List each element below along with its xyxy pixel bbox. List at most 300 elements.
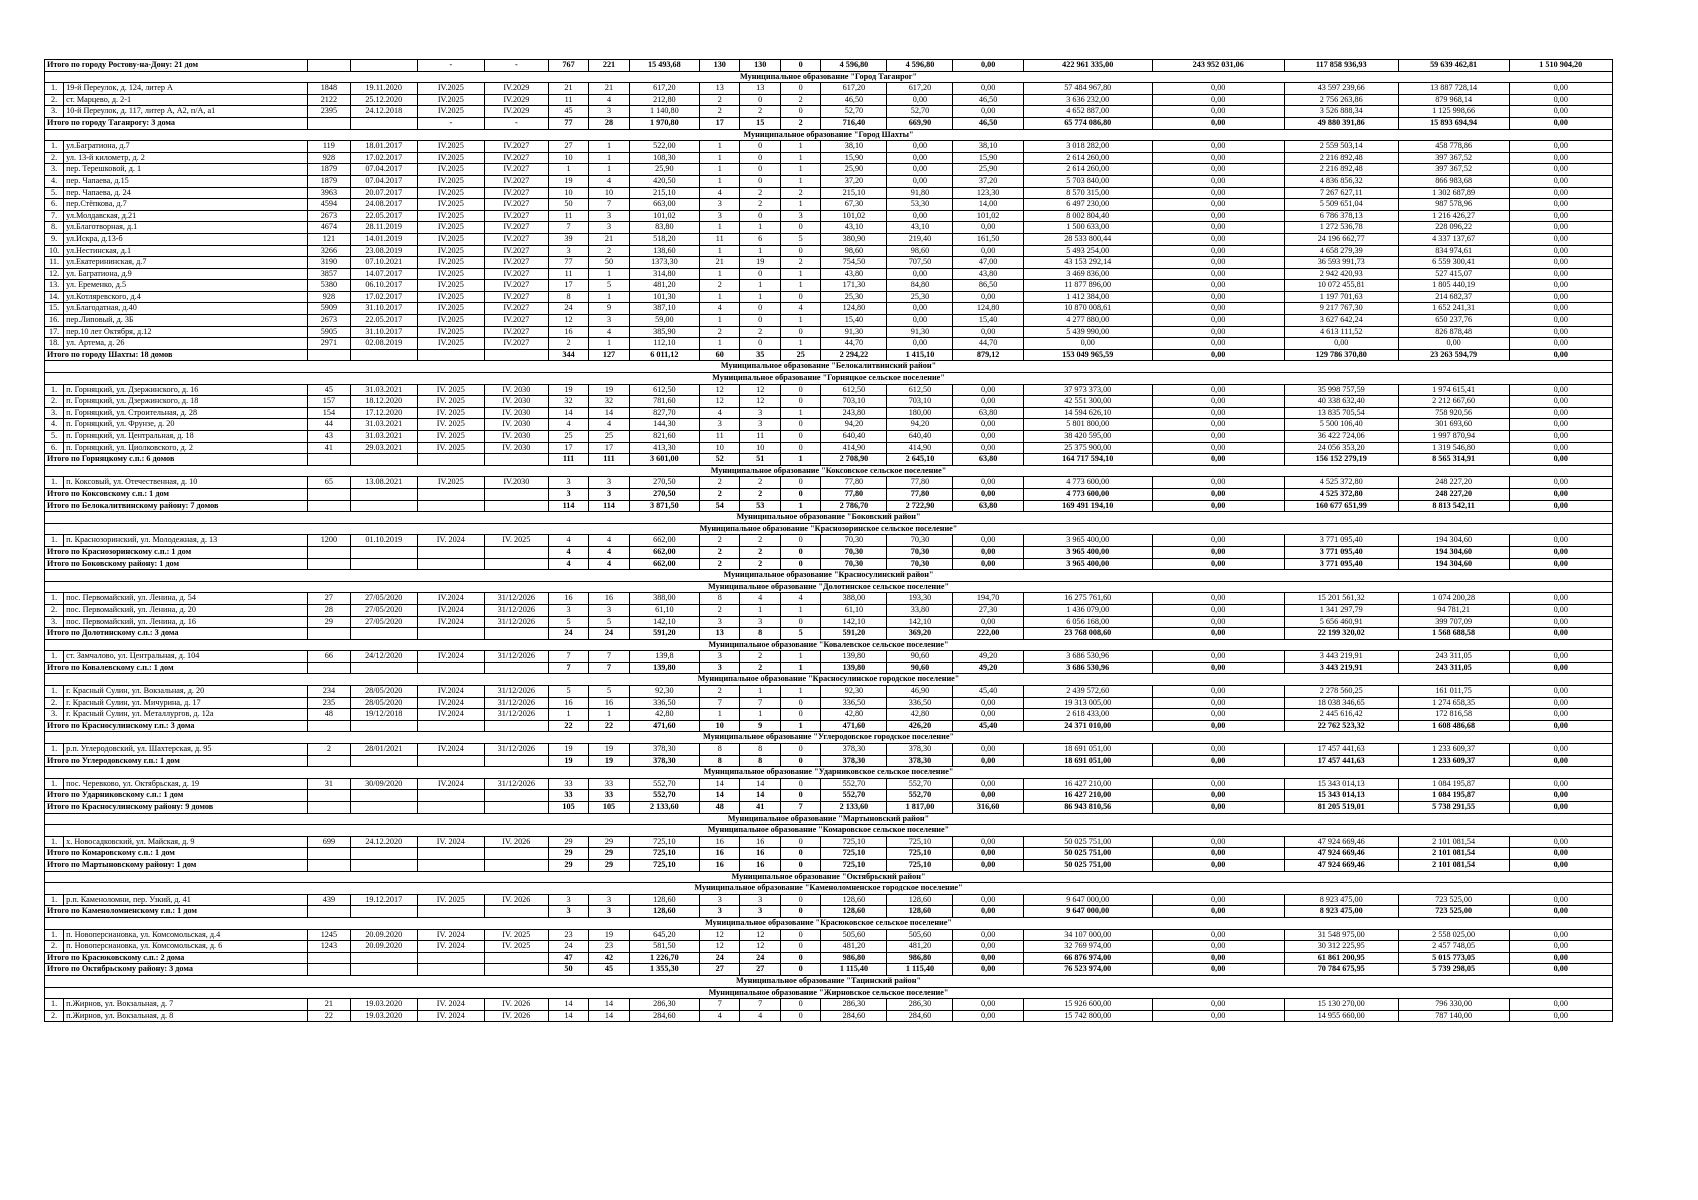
data-cell: IV.2027	[484, 164, 548, 176]
total-cell: 24	[740, 952, 780, 964]
total-cell	[308, 500, 351, 512]
data-cell: 36 593 991,73	[1284, 257, 1398, 269]
data-cell: 0,00	[1509, 929, 1613, 941]
total-cell: 33	[589, 790, 629, 802]
total-cell: 49,20	[953, 662, 1023, 674]
total-cell: 3 771 095,40	[1284, 558, 1398, 570]
data-cell: IV.2027	[484, 280, 548, 292]
data-cell: 5	[548, 686, 588, 698]
data-cell: IV.2025	[417, 164, 484, 176]
data-cell: IV. 2025	[417, 396, 484, 408]
data-cell: 3 018 282,00	[1023, 141, 1152, 153]
data-cell: 12	[700, 929, 740, 941]
data-cell: 1848	[308, 83, 351, 95]
row-number: 1.	[45, 999, 64, 1011]
address-cell: ул.Багратиона, д.7	[64, 141, 308, 153]
data-cell: 32 769 974,00	[1023, 941, 1152, 953]
section-title: Муниципальное образование "Город Шахты"	[45, 129, 1613, 141]
data-cell: 142,10	[629, 616, 699, 628]
data-cell: IV.2025	[417, 152, 484, 164]
address-cell: ул.Искра, д.13-б	[64, 233, 308, 245]
total-cell	[484, 558, 548, 570]
data-cell: 10	[548, 152, 588, 164]
section-title: Муниципальное образование "Тацинский район"	[45, 975, 1613, 987]
total-cell	[350, 628, 417, 640]
total-cell: 3	[548, 906, 588, 918]
data-cell: 4	[740, 593, 780, 605]
data-cell: 0	[780, 1010, 820, 1022]
total-cell: 128,60	[629, 906, 699, 918]
data-cell: 0,00	[953, 941, 1023, 953]
total-cell: 29	[548, 848, 588, 860]
total-cell: 0,00	[1152, 349, 1284, 361]
total-cell	[417, 790, 484, 802]
table-row	[45, 222, 1613, 234]
data-cell: 25	[548, 431, 588, 443]
total-cell: 2 786,70	[821, 500, 887, 512]
data-cell: 1245	[308, 929, 351, 941]
data-cell: 826 878,48	[1398, 326, 1509, 338]
row-number: 1.	[45, 744, 64, 756]
address-cell: п. Новоперсиановка, ул. Комсомольская, д. 6	[64, 941, 308, 953]
row-number: 6.	[45, 442, 64, 454]
total-cell	[484, 755, 548, 767]
data-cell: 43,10	[887, 222, 953, 234]
total-cell: 0,00	[1152, 790, 1284, 802]
data-cell: 33	[589, 778, 629, 790]
row-number: 13.	[45, 280, 64, 292]
data-cell: 10	[548, 187, 588, 199]
total-cell: 1 568 688,58	[1398, 628, 1509, 640]
resettlement-table	[44, 59, 1613, 1022]
data-cell: 144,30	[629, 419, 699, 431]
total-cell	[484, 720, 548, 732]
total-cell	[484, 349, 548, 361]
data-cell: 17	[589, 442, 629, 454]
data-cell: 3963	[308, 187, 351, 199]
total-label: Итого по Белокалитвинскому району: 7 домов	[45, 500, 308, 512]
table-row	[45, 477, 1613, 489]
total-cell: 0,00	[1509, 500, 1613, 512]
data-cell: IV.2027	[484, 326, 548, 338]
data-cell: 4	[589, 535, 629, 547]
total-cell	[417, 802, 484, 814]
data-cell: 286,30	[887, 999, 953, 1011]
data-cell: 0,00	[1152, 616, 1284, 628]
data-cell: 3	[589, 106, 629, 118]
data-cell: 4 773 600,00	[1023, 477, 1152, 489]
total-cell: 117 858 936,93	[1284, 60, 1398, 72]
data-cell: 5 439 990,00	[1023, 326, 1152, 338]
data-cell: 0,00	[1152, 941, 1284, 953]
total-cell: 8 565 314,91	[1398, 454, 1509, 466]
data-cell: 15,90	[953, 152, 1023, 164]
row-number: 3.	[45, 106, 64, 118]
data-cell: 12	[700, 396, 740, 408]
table-row	[45, 199, 1613, 211]
data-cell: IV.2024	[417, 744, 484, 756]
data-cell: 25,90	[629, 164, 699, 176]
data-cell: 98,60	[887, 245, 953, 257]
total-cell: 0,00	[953, 755, 1023, 767]
data-cell: 5 500 106,40	[1284, 419, 1398, 431]
data-cell: 1	[700, 291, 740, 303]
data-cell: 4 525 372,80	[1284, 477, 1398, 489]
data-cell: 0,00	[1509, 999, 1613, 1011]
data-cell: 270,50	[629, 477, 699, 489]
data-cell: 01.10.2019	[350, 535, 417, 547]
data-cell: 25	[589, 431, 629, 443]
data-cell: 0,00	[887, 94, 953, 106]
total-row	[45, 790, 1613, 802]
total-cell: 270,50	[629, 488, 699, 500]
data-cell: 2	[740, 477, 780, 489]
data-cell: 5 493 254,00	[1023, 245, 1152, 257]
address-cell: ул. Багратиона, д.9	[64, 268, 308, 280]
data-cell: IV.2025	[417, 291, 484, 303]
data-cell: IV. 2024	[417, 929, 484, 941]
total-cell: 0,00	[1152, 546, 1284, 558]
total-row	[45, 848, 1613, 860]
data-cell: 32	[589, 396, 629, 408]
data-cell: 2	[780, 187, 820, 199]
total-cell: 0,00	[1509, 964, 1613, 976]
data-cell: 0,00	[1509, 836, 1613, 848]
total-cell: 8	[740, 755, 780, 767]
data-cell: 0,00	[1152, 315, 1284, 327]
data-cell: 0,00	[1509, 233, 1613, 245]
data-cell: 18.12.2020	[350, 396, 417, 408]
data-cell: IV.2024	[417, 604, 484, 616]
data-cell: 48	[308, 709, 351, 721]
data-cell: 25,90	[953, 164, 1023, 176]
data-cell: 31/12/2026	[484, 686, 548, 698]
data-cell: 33,80	[887, 604, 953, 616]
data-cell: 07.10.2021	[350, 257, 417, 269]
total-cell: 51	[740, 454, 780, 466]
data-cell: 0,00	[1152, 778, 1284, 790]
table-row	[45, 431, 1613, 443]
data-cell: 16 275 761,60	[1023, 593, 1152, 605]
data-cell: 0,00	[1509, 442, 1613, 454]
data-cell: 228 096,22	[1398, 222, 1509, 234]
total-cell	[484, 546, 548, 558]
total-cell: 552,70	[629, 790, 699, 802]
data-cell: 0	[780, 697, 820, 709]
total-cell: 70 784 675,95	[1284, 964, 1398, 976]
total-cell: 0,00	[1152, 720, 1284, 732]
total-cell: 3 871,50	[629, 500, 699, 512]
data-cell: 2	[700, 106, 740, 118]
data-cell: 25,90	[821, 164, 887, 176]
data-cell: 0,00	[1152, 396, 1284, 408]
total-cell	[484, 628, 548, 640]
data-cell: 44	[308, 419, 351, 431]
data-cell: 0	[740, 164, 780, 176]
total-cell: 24	[548, 628, 588, 640]
total-cell: 1 226,70	[629, 952, 699, 964]
data-cell: 0,00	[1152, 83, 1284, 95]
data-cell: 0,00	[1509, 83, 1613, 95]
data-cell: 1	[780, 651, 820, 663]
data-cell: 24	[548, 303, 588, 315]
data-cell: 0	[780, 709, 820, 721]
total-cell: 194 304,60	[1398, 558, 1509, 570]
total-cell: 369,20	[887, 628, 953, 640]
total-cell: 22 199 320,02	[1284, 628, 1398, 640]
data-cell: 28 533 800,44	[1023, 233, 1152, 245]
data-cell: 50	[589, 257, 629, 269]
data-cell: IV.2025	[417, 338, 484, 350]
data-cell: 1	[780, 315, 820, 327]
total-cell: 24 371 010,00	[1023, 720, 1152, 732]
data-cell: 378,30	[821, 744, 887, 756]
total-cell: 0,00	[1509, 454, 1613, 466]
data-cell: 154	[308, 407, 351, 419]
data-cell: 0,00	[1509, 419, 1613, 431]
row-number: 7.	[45, 210, 64, 222]
total-cell	[308, 628, 351, 640]
data-cell: 0,00	[953, 709, 1023, 721]
total-cell: 160 677 651,99	[1284, 500, 1398, 512]
data-cell: IV.2025	[417, 245, 484, 257]
data-cell: 0,00	[1509, 280, 1613, 292]
data-cell: 378,30	[887, 744, 953, 756]
data-cell: 70,30	[821, 535, 887, 547]
data-cell: 139,8	[629, 651, 699, 663]
row-number: 3.	[45, 709, 64, 721]
total-cell	[484, 859, 548, 871]
data-cell: 42,80	[887, 709, 953, 721]
section-header-row	[45, 813, 1613, 825]
total-cell: 3 965 400,00	[1023, 546, 1152, 558]
data-cell: 21	[589, 83, 629, 95]
data-cell: 1	[740, 222, 780, 234]
data-cell: 2	[740, 651, 780, 663]
data-cell: 14	[548, 407, 588, 419]
total-cell	[350, 952, 417, 964]
data-cell: 0,00	[1152, 187, 1284, 199]
total-cell: 105	[589, 802, 629, 814]
total-cell: 4 773 600,00	[1023, 488, 1152, 500]
data-cell: 0,00	[887, 303, 953, 315]
data-cell: 124,80	[953, 303, 1023, 315]
data-cell: 4 836 856,32	[1284, 175, 1398, 187]
address-cell: пер. Чапаева, д.15	[64, 175, 308, 187]
data-cell: 0,00	[953, 222, 1023, 234]
address-cell: г. Красный Сулин, ул. Мичурина, д. 17	[64, 697, 308, 709]
total-cell: 4	[589, 558, 629, 570]
data-cell: 4	[780, 303, 820, 315]
total-label: Итого по Долотинскому с.п.: 3 дома	[45, 628, 308, 640]
data-cell: 1	[740, 280, 780, 292]
data-cell: 0,00	[953, 83, 1023, 95]
total-cell	[308, 117, 351, 129]
data-cell: 98,60	[821, 245, 887, 257]
total-label: Итого по Красносулинскому району: 9 домов	[45, 802, 308, 814]
data-cell: 2 439 572,60	[1023, 686, 1152, 698]
data-cell: 314,80	[629, 268, 699, 280]
data-cell: 928	[308, 152, 351, 164]
total-label: Итого по Каменоломненскому г.п.: 1 дом	[45, 906, 308, 918]
data-cell: IV. 2024	[417, 535, 484, 547]
data-cell: 0,00	[1152, 338, 1284, 350]
total-cell: 70,30	[821, 546, 887, 558]
data-cell: 723 525,00	[1398, 894, 1509, 906]
data-cell: 13 835 705,54	[1284, 407, 1398, 419]
data-cell: 5 656 460,91	[1284, 616, 1398, 628]
data-cell: 0	[740, 268, 780, 280]
data-cell: 31.03.2021	[350, 431, 417, 443]
data-cell: 1	[700, 222, 740, 234]
row-number: 1.	[45, 384, 64, 396]
data-cell: 28/01/2021	[350, 744, 417, 756]
data-cell: IV.2025	[417, 257, 484, 269]
total-cell: 0	[780, 546, 820, 558]
total-cell: 15 343 014,13	[1284, 790, 1398, 802]
table-row	[45, 291, 1613, 303]
total-cell: 2 294,22	[821, 349, 887, 361]
data-cell: 0	[780, 384, 820, 396]
total-cell: 723 525,00	[1398, 906, 1509, 918]
row-number: 2.	[45, 604, 64, 616]
data-cell: 42,80	[821, 709, 887, 721]
table-row	[45, 326, 1613, 338]
data-cell: 1	[700, 164, 740, 176]
total-cell	[350, 755, 417, 767]
data-cell: 2 942 420,93	[1284, 268, 1398, 280]
data-cell: 1	[700, 152, 740, 164]
data-cell: 1	[740, 604, 780, 616]
data-cell: 119	[308, 141, 351, 153]
table-row	[45, 894, 1613, 906]
data-cell: 21	[700, 257, 740, 269]
data-cell: 15 742 800,00	[1023, 1010, 1152, 1022]
address-cell: ул. 13-й километр, д. 2	[64, 152, 308, 164]
total-label: Итого по Ударниковскому с.п.: 1 дом	[45, 790, 308, 802]
data-cell: 61,10	[629, 604, 699, 616]
data-cell: 31/12/2026	[484, 744, 548, 756]
table-row	[45, 187, 1613, 199]
table-row	[45, 94, 1613, 106]
data-cell: 2 756 263,86	[1284, 94, 1398, 106]
data-cell: 3190	[308, 257, 351, 269]
section-header-row	[45, 71, 1613, 83]
data-cell: 0,00	[1509, 303, 1613, 315]
data-cell: 0,00	[1152, 303, 1284, 315]
total-cell	[417, 546, 484, 558]
data-cell: 235	[308, 697, 351, 709]
data-cell: 31/12/2026	[484, 651, 548, 663]
data-cell: 101,02	[629, 210, 699, 222]
data-cell: 0,00	[1152, 1010, 1284, 1022]
data-cell: 128,60	[629, 894, 699, 906]
total-cell: 47 924 669,46	[1284, 848, 1398, 860]
data-cell: 142,10	[821, 616, 887, 628]
data-cell: 707,50	[887, 257, 953, 269]
data-cell: 31/12/2026	[484, 697, 548, 709]
data-cell: 14	[700, 778, 740, 790]
data-cell: 0	[780, 83, 820, 95]
data-cell: 28.11.2019	[350, 222, 417, 234]
total-cell: 0,00	[1509, 755, 1613, 767]
data-cell: 2 558 025,00	[1398, 929, 1509, 941]
data-cell: 2673	[308, 315, 351, 327]
data-cell: 8	[740, 744, 780, 756]
row-number: 3.	[45, 407, 64, 419]
total-cell: 1 970,80	[629, 117, 699, 129]
total-cell: 77,80	[887, 488, 953, 500]
total-cell: 65 774 086,80	[1023, 117, 1152, 129]
data-cell: 378,30	[629, 744, 699, 756]
data-cell: 4	[548, 419, 588, 431]
data-cell: IV.2027	[484, 199, 548, 211]
data-cell: 3	[700, 419, 740, 431]
data-cell: 180,00	[887, 407, 953, 419]
data-cell: IV.2024	[417, 709, 484, 721]
total-label: Итого по Комаровскому с.п.: 1 дом	[45, 848, 308, 860]
table-row	[45, 744, 1613, 756]
total-cell: 0,00	[1509, 720, 1613, 732]
data-cell: 12	[740, 929, 780, 941]
total-cell: 2	[700, 558, 740, 570]
data-cell: 6 497 230,00	[1023, 199, 1152, 211]
total-row	[45, 755, 1613, 767]
data-cell: 11	[548, 210, 588, 222]
row-number: 2.	[45, 941, 64, 953]
data-cell: 13.08.2021	[350, 477, 417, 489]
data-cell: 27/05/2020	[350, 604, 417, 616]
total-cell	[308, 546, 351, 558]
data-cell: 215,10	[629, 187, 699, 199]
total-cell: 0,00	[953, 558, 1023, 570]
data-cell: 0,00	[1152, 175, 1284, 187]
data-cell: 439	[308, 894, 351, 906]
total-cell: 63,80	[953, 454, 1023, 466]
data-cell: 0,00	[1509, 210, 1613, 222]
row-number: 2.	[45, 396, 64, 408]
data-cell: 2 457 748,05	[1398, 941, 1509, 953]
data-cell: 1 233 609,37	[1398, 744, 1509, 756]
data-cell: 12	[700, 941, 740, 953]
data-cell: 284,60	[887, 1010, 953, 1022]
data-cell: 4	[700, 303, 740, 315]
total-cell	[308, 848, 351, 860]
data-cell: 385,90	[629, 326, 699, 338]
data-cell: 1200	[308, 535, 351, 547]
row-number: 1.	[45, 651, 64, 663]
data-cell: 0,00	[1509, 338, 1613, 350]
data-cell: 20.09.2020	[350, 929, 417, 941]
total-row	[45, 546, 1613, 558]
data-cell: 458 778,86	[1398, 141, 1509, 153]
data-cell: 29.03.2021	[350, 442, 417, 454]
data-cell: 11 877 896,00	[1023, 280, 1152, 292]
data-cell: 5	[780, 233, 820, 245]
address-cell: пер.10 лет Октября, д.12	[64, 326, 308, 338]
data-cell: 27/05/2020	[350, 616, 417, 628]
data-cell: 20.07.2017	[350, 187, 417, 199]
total-label: Итого по Боковскому району: 1 дом	[45, 558, 308, 570]
total-cell: 2 133,60	[821, 802, 887, 814]
section-header-row	[45, 570, 1613, 582]
data-cell: 0	[780, 535, 820, 547]
data-cell: IV. 2030	[484, 442, 548, 454]
total-cell: 0,00	[1152, 952, 1284, 964]
data-cell: 8 570 315,00	[1023, 187, 1152, 199]
row-number: 3.	[45, 164, 64, 176]
data-cell: 16	[589, 697, 629, 709]
